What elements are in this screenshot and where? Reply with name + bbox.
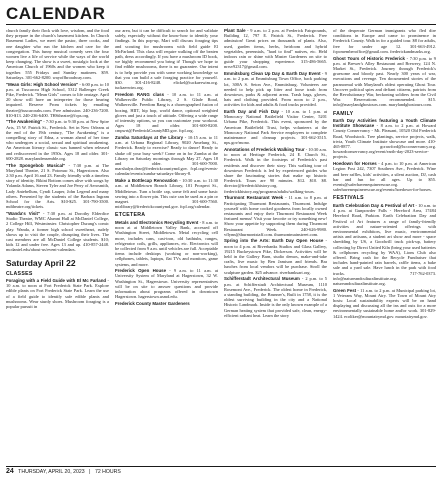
page-footer [6, 466, 436, 479]
event-listing [333, 118, 436, 160]
event-name: Frederick Open House [115, 268, 167, 274]
event-listing [115, 92, 218, 134]
event-listing [6, 119, 109, 161]
calendar-column-1 [6, 28, 109, 460]
event-name: "Mean Girls: High School Version" [6, 81, 79, 87]
event-name: Metals and Electronics Recycling Event [115, 219, 199, 225]
event-name: Earth Celebration Day & Festival of Art [333, 202, 415, 208]
event-listing [224, 147, 327, 194]
event-listing [6, 211, 109, 253]
event-details: - 9 a.m. to 2 p.m. at Frederick Fairgrounds, Building 12, 797 E. Patrick St., Frederick. Free admission! Great prices on thousands of plants. Also, used, garden items, herbs, heirloom and hybrid vegetables, perennials, "hard to find" natives, etc. Held indoors rain or shine with Master Gardeners on site to guide your shopping experience. 315-486-5665. nrrsv92317@gmail.com. [224, 28, 327, 70]
event-listing [333, 288, 436, 319]
event-details: - 10:30 a.m. to 11:30 a.m. at Middletown Branch Library, 101 Prospect St., Middletown. Turn a bottle cap, some felt and some basic sewing into a flower pin. This cute can be used as a pin or magnet. 301-600-7560. mtrlibrary@frederickcountymd.gov. fcpl.org/calendar. [115, 178, 218, 210]
event-details: - 9 a.m. to 2 p.m. at Emmitsburg Town Office, back parking lot, 300A S. Seton Ave., Emmitsburg. Volunteers are needed to help pick up litter and loose trash from downtown, parks & adjacent areas. Trash bags, gloves, hats and clothing provided. From noon to 2 p.m., activities for kids and adults & food trucks provided. [224, 71, 327, 108]
event-listing [224, 276, 327, 318]
event-details: - 7:30 p.m. to 9:30 p.m. at New Spire Arts, 15 W. Patrick St., Frederick. Set in New Orleans at the end of the 19th century, "The Awakening" is a compelling story of Edna, a woman ahead of her time who undergoes a social, sexual and spiritual awakening. An American literary classic was banned when released and rediscovered in the 1950s. Ages 18 and older. 301-600-2828. marylandensemble.org. [6, 119, 109, 161]
event-details: - 8 a.m. to 2 p.m. at Howard County Conservancy - Mt. Pleasant, 10520 Old Frederick Road, Woodstock. Tree plantings, service projects, walk, trivia, Youth Climate Institute showcase and more. 410-465-8877. gcrawford@hcconservancy.org. howardconservancy.org/event/earth-day-2023-service-projects. [333, 123, 436, 160]
event-listing [224, 195, 327, 237]
section-name: 72 HOURS [94, 469, 121, 475]
continued-text: church family their flock with love, wisdom, and the food they prepare in the church's basement kitchen. In Church Basement Ladies, we meet the pastor, three cooks, and one daughter who run the kitchen and care for the congregation. This funny musical comedy sees the four women live a life of service while the ways of the world keep changing. The show is a sweet, nostalgic look at the American Church of 1960s and the women who keep it together. 555 Fridays and Sunday matinees. $59. Saturdays. 301-662-8200. wayoffbroadway.com. [6, 28, 109, 80]
event-name: Make a Bottlecap Renovation [115, 178, 178, 184]
calendar-column-3 [224, 28, 327, 460]
event-name: Plant Sale [224, 28, 246, 33]
event-name: Frederick County Master Gardeners [115, 300, 190, 306]
event-name: Spring into the Arts: Earth Day Open House [224, 238, 324, 244]
continued-text: our area, but it can be difficult to search for and validate safely, especially without the know-how to identify your findings. In this pop-up, Mari will discuss foraging tips and scouting for mushrooms with field guide El McFarland. This class will require walking off the beaten path, dress accordingly. If you have a mushroom ID book, we highly recommend you bring it! Though we hope to find edible mushrooms, there is no guarantee. Our intent is to help provide you with some working knowledge so that you can build a safe foraging practice for yourself. $30. 301-416-8248. elickel@tuckaerwim.org. tuckaerwim.org. [115, 28, 218, 91]
continued-text: of the desperate German immigrants who fled dire conditions in Europe and came to prominence in Frederick County. Walk in for a guided tour. $8 for adults, free for under age 12. 301-663-4912. fcpcmemberoffice@gmail.com. frederickandmarks.org. [333, 28, 436, 54]
event-name: Earth Day and Fish Day [224, 109, 279, 115]
event-details: - 10 a.m. to 1 p.m. at Monocacy National Battlefield Visitor Center, 5201 Urbana Pike, Frederick. This event, sponsored by the American Battlefield Trust, helps volunteers at the Monocacy National Park Service employees to complete maintenance and cleanup projects. 301-662-3515. nps.gov/mono. [224, 109, 327, 146]
event-details: - 7:30 p.m. to 9 p.m. at Brewer's Alley Restaurant and Brewery, 124 N. Market St., Frederick. Journey through Frederick's gruesome and bloody past. Nearly 300 years of war, executions and revenge. Ten documented stories of the paranormal with Maryland's oldest operating Ghost Tour. Uncover political spies and defiant citizens, patriots from the Revolutionary War, beckoning soldiers from the Civil War. Reservations recommended. $15. info@marylandghostours.com. marylandghostours.com. [333, 55, 436, 108]
event-name: "Wanda's Visit" [6, 210, 41, 216]
calendar-masthead [6, 4, 436, 25]
event-listing [224, 238, 327, 274]
event-details: - 4 p.m. to 10 p.m. at American Legion Post 242, 7307 Southern Ave., Frederick. Wine and beer raffles, kids' activities, a silent auction, DJ, cash bar and fun for all ages. Up to $55. events@saferhavenequinerescue.org. saferhavenequinerescue.org/events/hoedown-for-horses. [333, 161, 436, 193]
event-details: - noon to 4 p.m. at Riverbanks Studios and Glass Gallery, 19215 Buckeystown Pike, Dickerson. Activities will be held in the Gallery Barn, studio demos, make-and-take crafts, live music by Ben Jamison and friends. Bra lunches from local vendors will be purchase. Stroll the sculpture garden. $25 advance. riverbanksart.org. [224, 238, 327, 275]
event-name: Thurmont Restaurant Week [224, 195, 284, 201]
event-details: - 10 a.m. to 11 a.m. at Walkersville Public Library, 2 S. Glade Road, Walkersville. Freedom Rang is a choreographed fusion of boxing, HIIT, hip hop, world dance, optional weighted gloves and just a touch of attitude. Offering a wide range of intensity options, so you can customize your workout. Ages 18 and older. 301-600-8200. cmpwrt@FrederickCountyMD.gov. fcpl.org. [115, 91, 218, 134]
event-listing [115, 135, 218, 177]
event-name: "The Spongebob Musical" [6, 162, 66, 168]
category-heading: FAMILY [333, 110, 354, 117]
event-details: - 8 a.m. to noon at at Middletown Valley Bank, accessed off Washington Street, Middletown. Metal recycling cell more, includes cans, cast-iron, old bathtubs, ranges, refrigerator coils, grills, appliances, etc. Electronics will be collected from 9 a.m. until vehicles are full. Acceptable items include desktops (working or non-working), cellphones, tablets, laptops, flat TVs and monitors, game systems, and more. [115, 219, 218, 267]
event-listing [224, 71, 327, 107]
footer-separator: | [89, 469, 91, 475]
event-details: - 7:30 p.m. at Dorothy Elderdice Studio Theatre, WMC Alumni Hall at McDaniel College, 2 College Hill, Westminster. Christopher Durang's comic play. Wanda, a former high school sweetheart, rudely shows up to visit the couple, disrupting their lives. The cast members are all McDaniel College students. $10; kids 12 and under free. Ages 13 and up. 410-857-2448. mcdaniel.edu/about-us/event-calendars. [6, 210, 109, 253]
calendar-column-2 [115, 28, 218, 460]
event-listing [115, 178, 218, 209]
event-name: Emmitsburg Clean Up Day & Earth Day Event [224, 71, 321, 77]
event-details: - 10 a.m. to noon at Fort Frederick State Park. Explore edible plants on Fort Frederick State Park. Learn the use of a field guide to identify safe edible plants and mushrooms. Wear sturdy shoes. Mushroom foraging is a popular pursuit in [6, 278, 109, 310]
category-heading: CLASSES [6, 270, 33, 277]
event-details: - 11 a.m. to 8 p.m. at Participating Thurmont Restaurants, Thurmont. Indulge yourself with home cooked goodness from locally owned restaurants and enjoy their Thurmont Restaurant Week featured menus! Visit your favorite or try something new! Show your appetite by supporting them during Thurmont Restaurant Week. 240-626-9980. vflynn@thurmontstaff.com. thurmontmainstreet.com. [224, 195, 327, 237]
event-listing [6, 163, 109, 210]
event-listing [333, 203, 436, 286]
calendar-columns [6, 28, 436, 460]
event-listing [115, 301, 218, 306]
category-heading: FESTIVALS [333, 195, 364, 202]
event-listing [224, 28, 327, 70]
issue-date: THURSDAY, APRIL 20, 2023 [18, 469, 85, 475]
event-details: - 10 a.m. to 4 p.m. at Gunpowder Falls - Hereford Area, 17484 Hereford Road, Parkton. Earth Celebration Day and Festival of Art features a range of family-friendly activities and nature-oriented offerings with environmental exhibitors, live music, environmental artists and artisans, a student art show and more - space shredding by US, a Goodwill truck pick-up, battery collecting by Direct United Kiln (bring your used batteries & cellphones recycling by WAA), Lions Club also offered. Bring cash for the Recycle Fundraiser that includes hand-painted rain barrels, raffle items, a bake sale and a yard sale. Have lunch in the park with food trucks. 717-762-0373. info@natureandculturalinstitute.org. natureandculturalinstitute.org. [333, 202, 436, 286]
event-details: - 2 p.m. to 5 p.m. at Schifferstadt Architectural Museum, 1110 Rosemont Ave., Frederick. The oldest home in Frederick, a standing building, the Brunner's, Built in 1758, it is the oldest surviving building in the city and a National Historic Landmark. Inside is the only known example of a German heating system that provided safe, clean, energy-efficient radiant heat. Learn the story [224, 276, 327, 318]
event-name: Green Fest [333, 287, 357, 293]
event-name: Earth Day Activities featuring a Youth Climate Institute Showcase [333, 118, 436, 129]
event-name: Ghost Tours of Historic Frederick [333, 55, 405, 61]
day-heading: Saturday April 22 [6, 257, 76, 268]
event-listing [224, 109, 327, 145]
event-listing [115, 220, 218, 267]
event-details: - 11 a.m. to 2 p.m. at Municipal parking lot, 1 Veterans Way, Mount Airy. The Town of Mount Airy hosts: Local sustainability experts will be on hand displaying and discussing all the ins and outs for a more environmentally sustainable home and/or work. 301-829-1424. ecoliker@mountairymd.gov. mountairymd.gov. [333, 287, 436, 319]
event-details: - 10:15 a.m. to 11 a.m. at Urbana Regional Library, 9020 Amelung St., Frederick. Ready to exercise? Ready to dance! Ready to shake off your busy week? Come on in for Zumba at the Library on Saturday mornings through May 27. Ages 18 and older. 301-600-7000. marshalyn.dear@frederickcountymd.gov. fcpl.org/events-calendar/events/zumba-saturdays-library-8. [115, 135, 218, 177]
event-details: - 9 a.m. to 11 a.m. at University System of Maryland at Hagerstown, 32 W. Washington St., Hagerstown. University representatives will be on site to answer questions and provide information about programs offered in downtown Hagerstown. hagerstown.usmd.edu. [115, 268, 218, 300]
event-name: Hoedown for Horses [333, 161, 377, 167]
event-details: - 6:00 p.m. to 10 p.m. at Tuscarora High School, 5312 Ballenger Creek Pike, Frederick. "Mean Girls" comes to life onstage. April 20 show will have an interpreter for those hearing impaired. Reserve Prom tickets by emailing theatre@tuscarorahs.com. Free admission. 240-236-7200. $10-$13. 240-236-6400. THStheatre@fcps.org. [6, 81, 109, 118]
event-details: - 10:30 a.m. to noon at Heritage Frederick, 24 E. Church St., Frederick. Walk in the footsteps of Frederick's past residents and discover their story. This walking tour of downtown Frederick is led by experienced guides who share the fascinating stories that make up historic Frederick. Tours are 90 minutes. $12. $10. $8. director@frederickhistory.org. frederickhistory.org/programs/adults/walking-tours. [224, 146, 327, 194]
event-name: Schifferstadt Architectural Museum [224, 276, 300, 282]
section-title: CALENDAR [6, 4, 106, 23]
event-name: Zumba Saturdays at the Library [115, 135, 184, 141]
event-details: - 7:30 p.m. at The Maryland Theatre, 21 S. Potomac St., Hagerstown. Also 2:30 p.m. April 16 and 23. Family friendly with a timeless story of identity. Bikini Bottom comes alive with songs by Yolanda Adams, Steven Tyler and Joe Perry of Aerosmith, Lady Antebellum, Cyndi Lauper, John Legend and many others. Presented by the students of the Barbara Ingram School for the Arts. $10-$25. 301-790-3500. mdtheatre.org/tickets. [6, 162, 109, 210]
event-listing [6, 278, 109, 309]
category-heading: ETCETERA [115, 212, 146, 219]
event-name: Annotations of Frederick Walking Tour [224, 146, 305, 152]
calendar-column-4 [333, 28, 436, 460]
event-listing [333, 161, 436, 192]
page-number: 24 [6, 468, 14, 475]
event-name: Foraging with a Field Guide with El Mc Farland [6, 278, 107, 284]
event-listing [6, 82, 109, 118]
event-listing [333, 56, 436, 108]
event-name: Freedom RANG class [115, 91, 165, 97]
event-name: "The Awakening" [6, 119, 43, 125]
event-listing [115, 268, 218, 299]
